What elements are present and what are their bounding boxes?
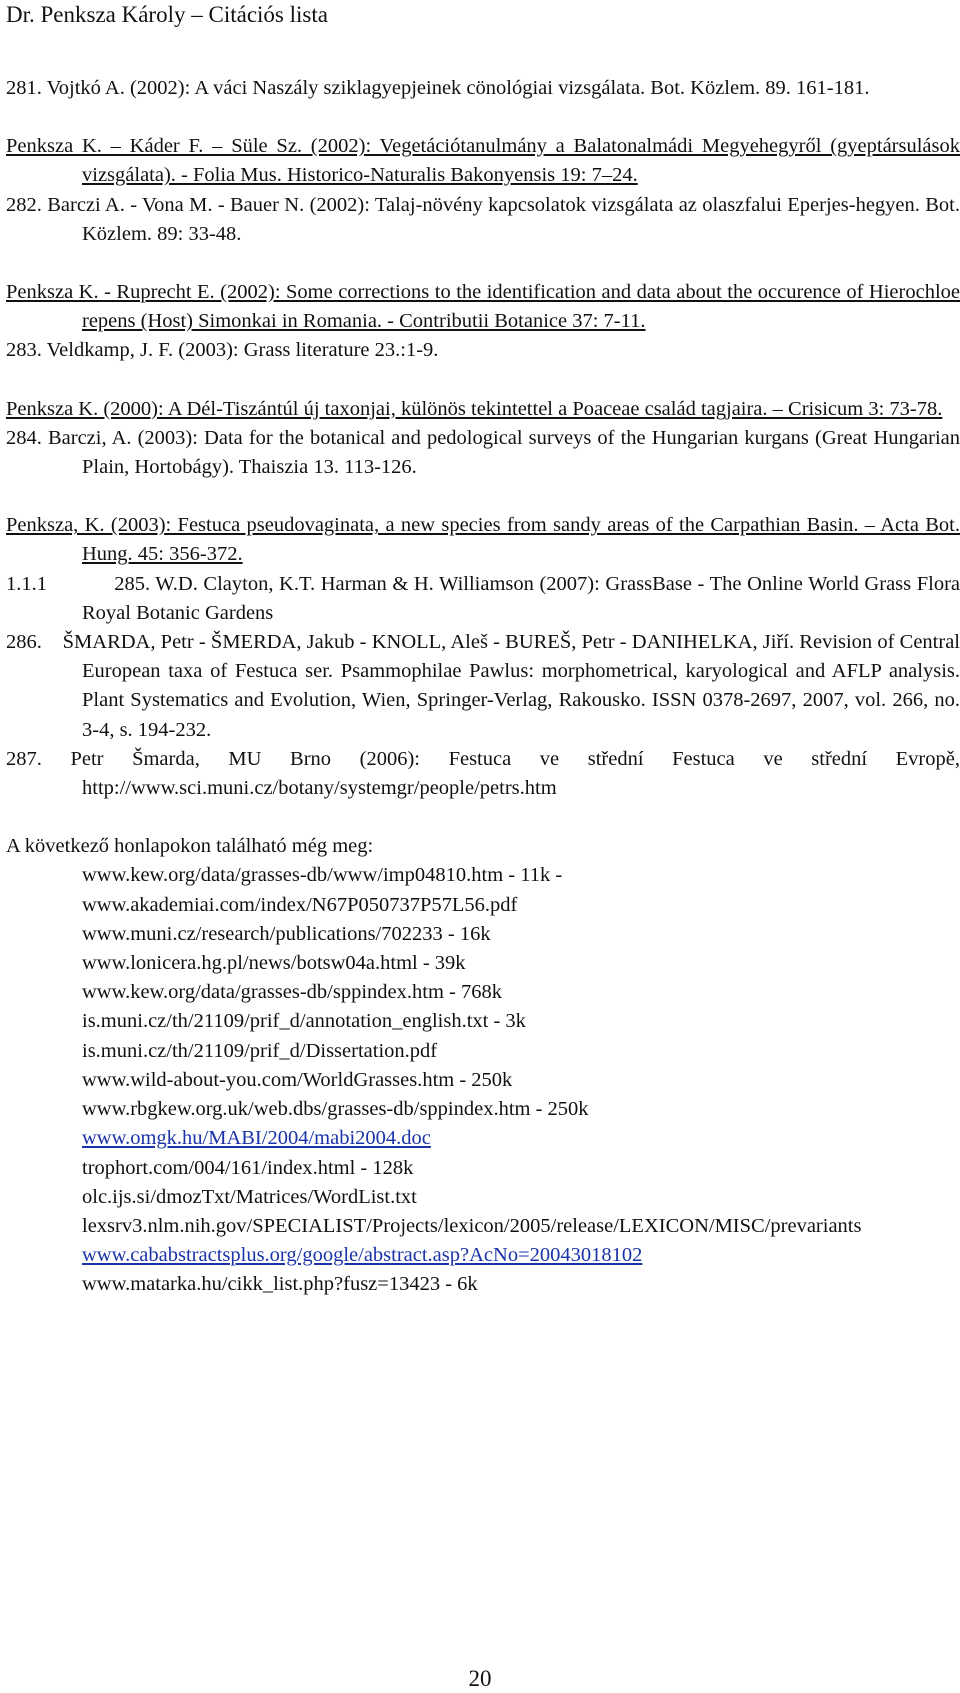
website-url: www.muni.cz/research/publications/702233 - 16k bbox=[82, 922, 491, 945]
citation-entry-286: 286. ŠMARDA, Petr - ŠMERDA, Jakub - KNOLL, Aleš - BUREŠ, Petr - DANIHELKA, Jiří. Revision of Central European taxa of Festuca ser. Psammophilae Pawlus: morphometrical, karyological and AFLP analysis. Plant Systematics and Evolution, Wien, Springer-Verlag, Rakousko. ISSN 0378-2697, 2007, vol. 266, no. 3-4, s. 194-232. bbox=[6, 631, 960, 741]
citation-content bbox=[6, 74, 960, 1300]
website-url: www.kew.org/data/grasses-db/www/imp04810.htm - 11k - bbox=[82, 864, 563, 887]
cited-work-penksza-2000: Penksza K. (2000): A Dél-Tiszántúl új taxonjai, különös tekintettel a Poaceae család tagjaira. – Crisicum 3: 73-78. bbox=[6, 397, 943, 420]
citation-entry-281: 281. Vojtkó A. (2002): A váci Naszály sziklagyepjeinek cönológiai vizsgálata. Bot. Közlem. 89. 161-181. bbox=[6, 77, 870, 99]
website-url: www.rbgkew.org.uk/web.dbs/grasses-db/sppindex.htm - 250k bbox=[82, 1098, 589, 1121]
cited-work-penksza-kader-sule: Penksza K. – Káder F. – Süle Sz. (2002): Vegetációtanulmány a Balatonalmádi Megyehegyről (gyeptársulások vizsgálata). - Folia Mus. Historico-Naturalis Bakonyensis 19: 7–24. bbox=[6, 135, 960, 187]
cited-work-penksza-2003: Penksza, K. (2003): Festuca pseudovaginata, a new species from sandy areas of the Carpathian Basin. – Acta Bot. Hung. 45: 356-372. bbox=[6, 514, 960, 566]
website-url: trophort.com/004/161/index.html - 128k bbox=[82, 1156, 414, 1179]
citation-entry-284: 284. Barczi, A. (2003): Data for the botanical and pedological surveys of the Hungarian kurgans (Great Hungarian Plain, Hortobágy). Thaiszia 13. 113-126. bbox=[6, 426, 960, 479]
websites-intro: A következő honlapokon található még meg: bbox=[6, 835, 374, 858]
website-url: is.muni.cz/th/21109/prif_d/Dissertation.pdf bbox=[82, 1039, 438, 1062]
page-header: Dr. Penksza Károly – Citációs lista bbox=[6, 2, 328, 27]
website-list bbox=[6, 861, 960, 1299]
cited-work-penksza-ruprecht: Penksza K. - Ruprecht E. (2002): Some corrections to the identification and data about the occurence of Hierochloe repens (Host) Simonkai in Romania. - Contributii Botanice 37: 7-11. bbox=[6, 281, 960, 333]
citation-entry-285: 1.1.1 285. W.D. Clayton, K.T. Harman & H. Williamson (2007): GrassBase - The Online World Grass Flora Royal Botanic Gardens bbox=[6, 572, 960, 624]
website-url: www.kew.org/data/grasses-db/sppindex.htm - 768k bbox=[82, 981, 502, 1004]
website-url: is.muni.cz/th/21109/prif_d/annotation_english.txt - 3k bbox=[82, 1010, 526, 1033]
website-url: www.matarka.hu/cikk_list.php?fusz=13423 - 6k bbox=[82, 1273, 478, 1296]
website-url: www.lonicera.hg.pl/news/botsw04a.html - 39k bbox=[82, 952, 466, 975]
website-url: lexsrv3.nlm.nih.gov/SPECIALIST/Projects/lexicon/2005/release/LEXICON/MISC/prevariants bbox=[82, 1214, 862, 1237]
page-number: 20 bbox=[468, 1666, 492, 1691]
website-link-omgk[interactable]: www.omgk.hu/MABI/2004/mabi2004.doc bbox=[82, 1127, 431, 1150]
citation-entry-282: 282. Barczi A. - Vona M. - Bauer N. (2002): Talaj-növény kapcsolatok vizsgálata az olaszfalui Eperjes-hegyen. Bot. Közlem. 89: 33-48. bbox=[6, 193, 960, 245]
website-link-cababstracts[interactable]: www.cababstractsplus.org/google/abstract.asp?AcNo=20043018102 bbox=[82, 1244, 643, 1267]
citation-entry-283: 283. Veldkamp, J. F. (2003): Grass literature 23.:1-9. bbox=[6, 339, 439, 362]
website-url: www.wild-about-you.com/WorldGrasses.htm - 250k bbox=[82, 1068, 513, 1091]
citation-entry-287: 287. Petr Šmarda, MU Brno (2006): Festuca ve střední Festuca ve střední Evropě, http://www.sci.muni.cz/botany/systemgr/people/petrs.htm bbox=[6, 747, 960, 800]
website-url: olc.ijs.si/dmozTxt/Matrices/WordList.txt bbox=[82, 1185, 417, 1208]
website-url: www.akademiai.com/index/N67P050737P57L56.pdf bbox=[82, 893, 518, 916]
